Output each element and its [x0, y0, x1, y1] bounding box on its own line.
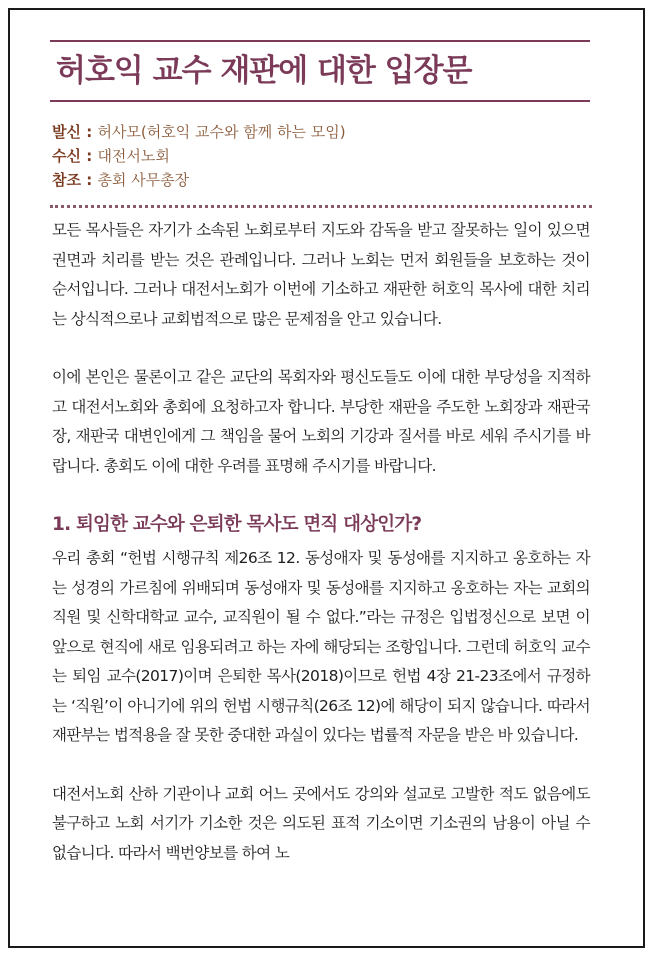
- paragraph-request: 이에 본인은 물론이고 같은 교단의 목회자와 평신도들도 이에 대한 부당성을 지적하고 대전서노회와 총회에 요청하고자 합니다. 부당한 재판을 주도한 노회장과 재판국장, 재판국 대변인에게 그 책임을 물어 노회의 기강과 질서를 바로 세워 주시기를 바랍니다. 총회도 이에 대한 우려를 표명해 주시기를 바랍니다.: [52, 368, 590, 475]
- meta-value-recipient: 대전서노회: [97, 147, 170, 165]
- paragraph-intro: 모든 목사들은 자기가 소속된 노회로부터 지도와 감독을 받고 잘못하는 일이 있으면 권면과 치리를 받는 것은 관례입니다. 그러나 노회는 먼저 회원들을 보호하는 것이 순서입니다. 그러나 대전서노회가 이번에 기소하고 재판한 허호익 목사에 대한 치리는 상식적으로나 교회법적으로 많은 문제점을 안고 있습니다.: [52, 221, 590, 328]
- section-heading-1: 1. 퇴임한 교수와 은퇴한 목사도 면직 대상인가?: [52, 514, 422, 535]
- meta-row-sender: 발신 : 허사모(허호익 교수와 함께 하는 모임): [52, 123, 346, 141]
- meta-row-recipient: 수신 : 대전서노회: [52, 147, 170, 165]
- page-title: 허호익 교수 재판에 대한 입장문: [56, 53, 472, 89]
- meta-key-sender: 발신: [52, 123, 81, 141]
- meta-row-reference: 참조 : 총회 사무총장: [52, 171, 190, 189]
- meta-block: [52, 120, 592, 192]
- meta-value-sender: 허사모(허호익 교수와 함께 하는 모임): [97, 123, 346, 141]
- meta-key-reference: 참조: [52, 171, 81, 189]
- meta-value-reference: 총회 사무총장: [97, 171, 190, 189]
- body-content: [52, 216, 590, 897]
- paragraph-section-1-continued: 대전서노회 산하 기관이나 교회 어느 곳에서도 강의와 설교로 고발한 적도 없음에도 불구하고 노회 서기가 기소한 것은 의도된 표적 기소이면 기소권의 남용이 아닐 수 없습니다. 따라서 백번양보를 하여 노: [52, 784, 590, 862]
- dotted-divider: [50, 205, 592, 208]
- paragraph-section-1: 우리 총회 “헌법 시행규칙 제26조 12. 동성애자 및 동성애를 지지하고 옹호하는 자는 성경의 가르침에 위배되며 동성애자 및 동성애를 지지하고 옹호하는 자는 교회의 직원 및 신학대학교 교수, 교직원이 될 수 없다.”라는 규정은 입법정신으로 보면 이 앞으로 현직에 새로 임용되려고 하는 자에 해당되는 조항입니다. 그런데 허호익 교수는 퇴임 교수(2017)이며 은퇴한 목사(2018)이므로 헌법 4장 21-23조에서 규정하는 ‘직원’이 아니기에 위의 헌법 시행규칙(26조 12)에 해당이 되지 않습니다. 따라서 재판부는 법적용을 잘 못한 중대한 과실이 있다는 법률적 자문을 받은 바 있습니다.: [52, 549, 590, 744]
- title-band: [50, 40, 590, 102]
- meta-key-recipient: 수신: [52, 147, 81, 165]
